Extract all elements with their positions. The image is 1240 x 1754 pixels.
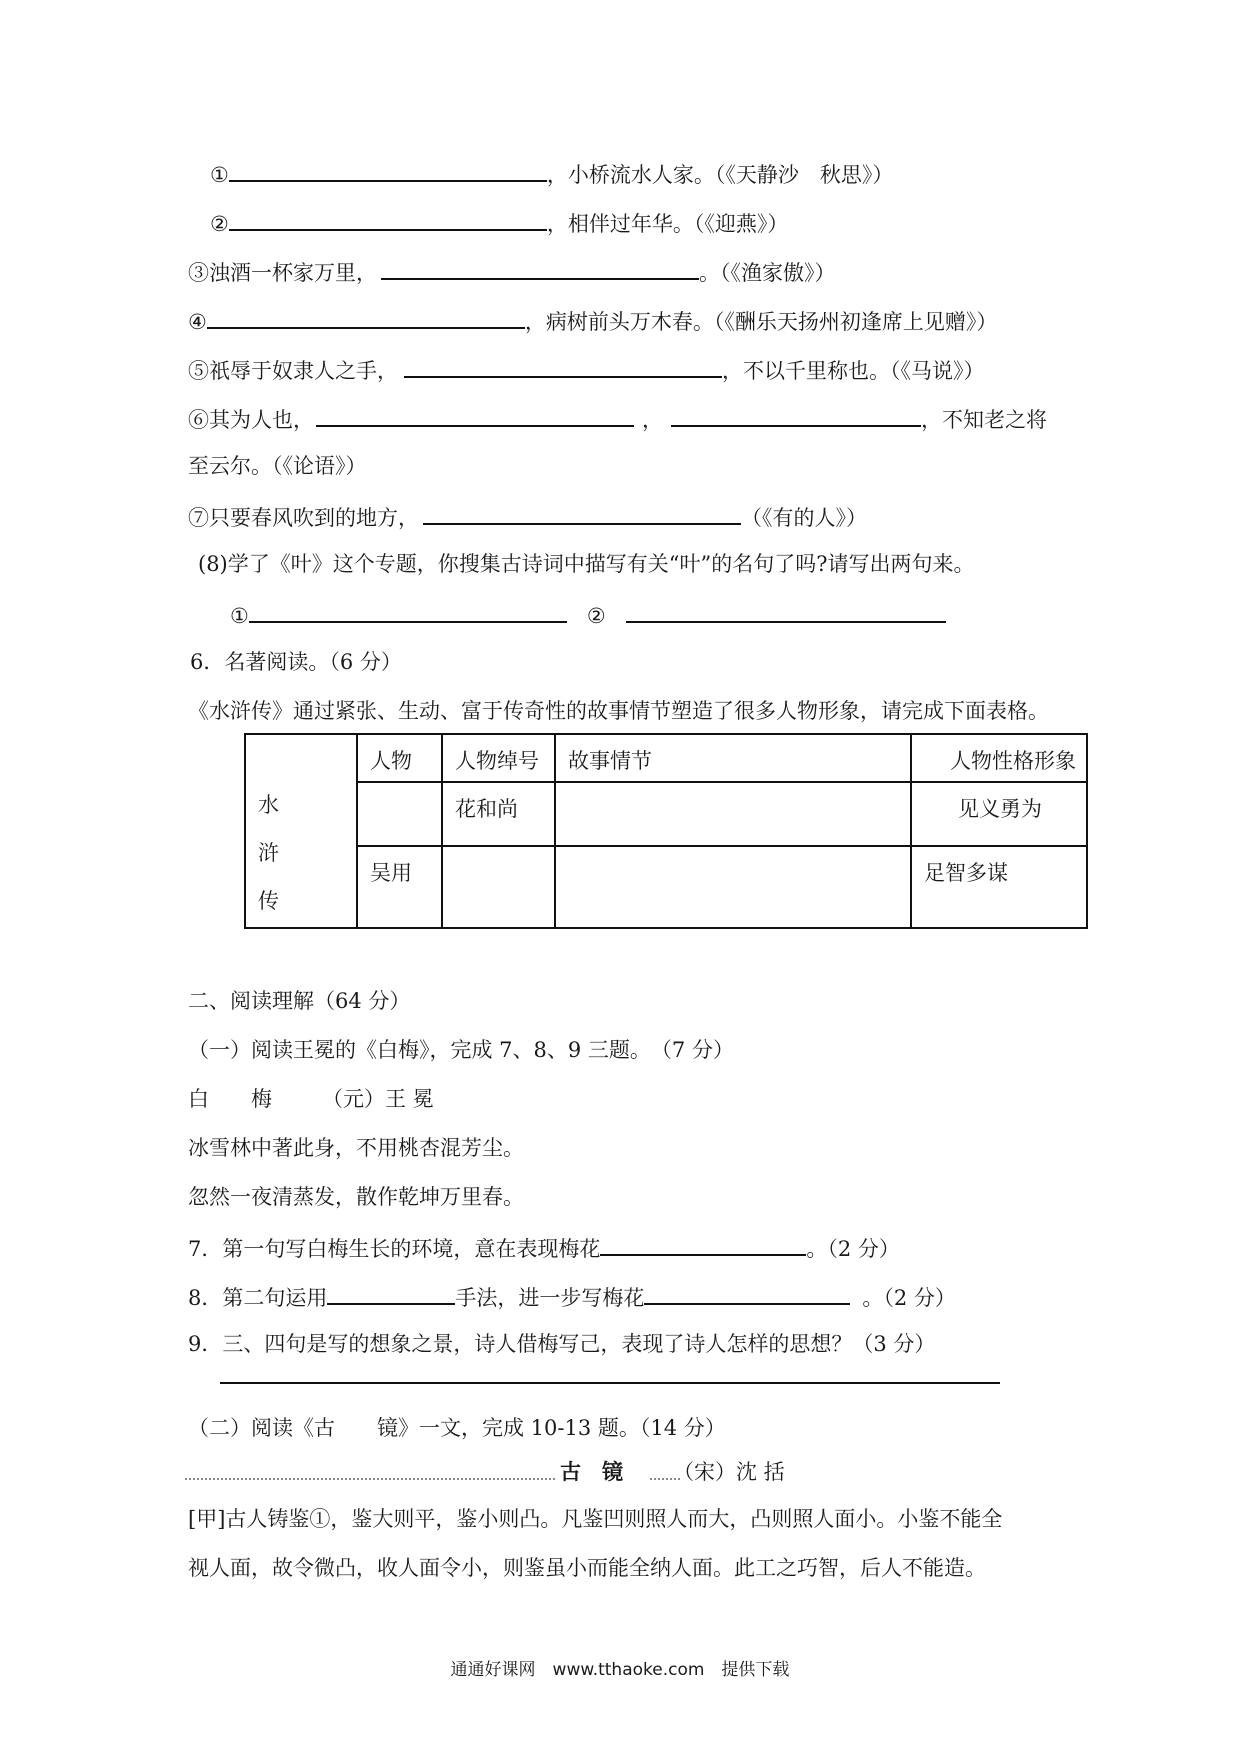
poem-author: （元）王 冕	[322, 1087, 434, 1111]
part-1-title: （一）阅读王冕的《白梅》，完成 7、8、9 三题。 （7 分）	[188, 1038, 734, 1062]
poem-line-1: 冰雪林中著此身，不用桃杏混芳尘。	[188, 1136, 524, 1160]
essay-paragraph-line-1: [甲]古人铸鉴①，鉴大则平，鉴小则凸。凡鉴凹则照人而大，凸则照人面小。小鉴不能全	[188, 1507, 1003, 1531]
dotted-guide	[185, 1476, 555, 1480]
question-7	[188, 1232, 900, 1263]
essay-paragraph-line-2: 视人面，故令微凸，收人面令小，则鉴虽小而能全纳人面。此工之巧智，后人不能造。	[188, 1556, 986, 1580]
item-text: ⑥其为人也，	[188, 408, 314, 432]
item-text: ，不以千里称也。（《马说》）	[722, 359, 985, 383]
fill-item-3	[188, 256, 836, 287]
answer-blank[interactable]	[229, 158, 547, 182]
side-label-char: 浒	[258, 841, 279, 865]
cell-personality: 足智多谋	[911, 846, 1087, 928]
answer-blank[interactable]	[600, 1232, 806, 1256]
water-margin-table	[244, 733, 1088, 929]
poem-title: 白 梅	[188, 1087, 272, 1111]
answer-blank[interactable]	[644, 1281, 850, 1305]
item-text: ⑦只要春风吹到的地方，	[188, 506, 419, 530]
fill-item-6	[188, 403, 1047, 434]
item-number: ②	[586, 604, 606, 628]
item-text: ，	[642, 408, 663, 432]
poem-line-2: 忽然一夜清蒸发，散作乾坤万里春。	[188, 1185, 524, 1209]
cell-character[interactable]	[357, 782, 442, 846]
item-number: ④	[188, 310, 207, 334]
item-text: ，不知老之将	[921, 408, 1047, 432]
cell-personality: 见义勇为	[911, 782, 1087, 846]
cell-plot[interactable]	[555, 782, 911, 846]
cell-nickname: 花和尚	[442, 782, 555, 846]
cell-nickname[interactable]	[442, 846, 555, 928]
header-character: 人物	[357, 734, 442, 782]
cell-plot[interactable]	[555, 846, 911, 928]
answer-blank[interactable]	[249, 599, 567, 623]
item-text: ⑤祇辱于奴隶人之手，	[188, 359, 398, 383]
header-nickname: 人物绰号	[442, 734, 555, 782]
header-personality: 人物性格形象	[911, 734, 1087, 782]
page-footer: 通通好课网 www.tthaoke.com 提供下载	[450, 1660, 790, 1680]
answer-blank[interactable]	[626, 599, 946, 623]
part-2-title: （二）阅读《古 镜》一文，完成 10-13 题。（14 分）	[188, 1416, 726, 1440]
poem-header	[188, 1085, 434, 1113]
item-text: 。（《渔家傲》）	[699, 261, 836, 285]
side-label-cell	[245, 734, 357, 928]
fill-item-6-cont: 至云尔。（《论语》）	[188, 454, 367, 478]
side-label-char: 水	[258, 793, 279, 817]
fill-item-8: (8)学了《叶》这个专题，你搜集古诗词中描写有关“叶”的名句了吗?请写出两句来。	[198, 552, 975, 576]
essay-header	[560, 1458, 785, 1486]
question-8	[188, 1281, 956, 1312]
fill-item-7	[188, 501, 867, 532]
answer-blank[interactable]	[671, 403, 921, 427]
item-text: 8．第二句运用	[188, 1286, 328, 1310]
side-label-char: 传	[258, 889, 279, 913]
essay-author: （宋）沈 括	[673, 1460, 785, 1484]
fill-item-4	[188, 305, 997, 336]
item-text: 手法，进一步写梅花	[455, 1286, 645, 1310]
item-text: （《有的人》）	[741, 506, 867, 530]
section-title: 二、阅读理解（64 分）	[188, 989, 411, 1013]
item-number: ①	[230, 604, 249, 628]
answer-blank[interactable]	[220, 1380, 1000, 1384]
answer-blank[interactable]	[423, 501, 741, 525]
fill-item-2	[210, 207, 788, 238]
item-text: 7．第一句写白梅生长的环境，意在表现梅花	[188, 1237, 601, 1261]
cell-character: 吴用	[357, 846, 442, 928]
answer-blank[interactable]	[327, 1281, 455, 1305]
item-text: ③浊酒一杯家万里，	[188, 261, 377, 285]
item-number: ①	[210, 163, 229, 187]
question-6-intro: 《水浒传》通过紧张、生动、富于传奇性的故事情节塑造了很多人物形象，请完成下面表格。	[188, 699, 1049, 723]
question-9: 9．三、四句是写的想象之景，诗人借梅写己，表现了诗人怎样的思想？（3 分）	[188, 1332, 936, 1356]
item-number: ②	[210, 212, 229, 236]
item-text: ，病树前头万木春。（《酬乐天扬州初逢席上见赠》）	[524, 310, 998, 334]
item-text: 。（2 分）	[862, 1286, 956, 1310]
essay-title: 古 镜	[560, 1459, 623, 1484]
answer-blank[interactable]	[404, 354, 722, 378]
item-text: 。（2 分）	[806, 1237, 900, 1261]
answer-blank[interactable]	[229, 207, 547, 231]
answer-blank[interactable]	[381, 256, 699, 280]
answer-blank[interactable]	[207, 305, 525, 329]
item-text: ，小桥流水人家。（《天静沙 秋思》）	[546, 163, 894, 187]
fill-item-1	[210, 158, 893, 189]
answer-blank[interactable]	[316, 403, 634, 427]
header-plot: 故事情节	[555, 734, 911, 782]
fill-item-5	[188, 354, 985, 385]
question-6-heading: 6．名著阅读。（6 分）	[190, 650, 402, 674]
item-text: ，相伴过年华。（《迎燕》）	[546, 212, 789, 236]
fill-item-8-answers	[230, 599, 946, 630]
